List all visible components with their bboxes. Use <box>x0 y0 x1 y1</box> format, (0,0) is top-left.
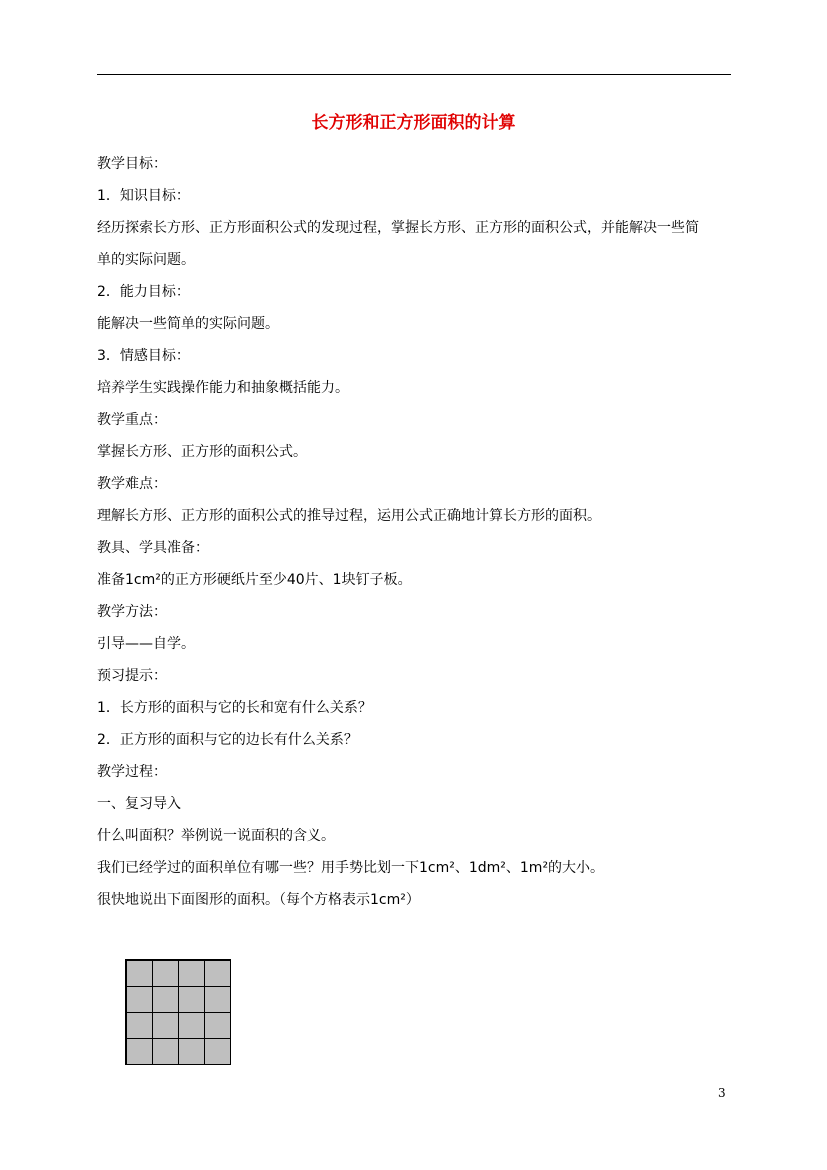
paragraph-line: 3．情感目标： <box>97 348 190 364</box>
paragraph-line: 能解决一些简单的实际问题。 <box>97 316 279 332</box>
paragraph-line: 理解长方形、正方形的面积公式的推导过程，运用公式正确地计算长方形的面积。 <box>97 508 601 524</box>
grid-cell <box>178 1012 205 1039</box>
grid-cell <box>204 1012 231 1039</box>
paragraph-line: 教学方法： <box>97 604 167 620</box>
page-number: 3 <box>718 1086 726 1100</box>
paragraph-line: 经历探索长方形、正方形面积公式的发现过程，掌握长方形、正方形的面积公式，并能解决一些简 <box>97 220 699 236</box>
header-rule <box>97 74 731 75</box>
grid-cell <box>152 960 179 987</box>
grid-cell <box>178 986 205 1013</box>
paragraph-line: 单的实际问题。 <box>97 252 195 268</box>
paragraph-line: 2．能力目标： <box>97 284 190 300</box>
paragraph-line: 什么叫面积？举例说一说面积的含义。 <box>97 828 335 844</box>
grid-cell <box>178 1038 205 1065</box>
paragraph-line: 准备1cm²的正方形硬纸片至少40片、1块钉子板。 <box>97 572 412 588</box>
grid-cell <box>126 1012 153 1039</box>
paragraph-line: 很快地说出下面图形的面积。（每个方格表示1cm²） <box>97 892 420 908</box>
paragraph-line: 掌握长方形、正方形的面积公式。 <box>97 444 307 460</box>
grid-cell <box>204 986 231 1013</box>
paragraph-line: 教学过程： <box>97 764 167 780</box>
document-body <box>97 148 733 916</box>
grid-cell <box>126 960 153 987</box>
grid-cell <box>204 1038 231 1065</box>
paragraph-line: 预习提示： <box>97 668 167 684</box>
grid-cell <box>126 1038 153 1065</box>
paragraph-line: 1．长方形的面积与它的长和宽有什么关系？ <box>97 700 372 716</box>
paragraph-line: 我们已经学过的面积单位有哪一些？用手势比划一下1cm²、1dm²、1m²的大小。 <box>97 860 605 876</box>
paragraph-line: 引导——自学。 <box>97 636 195 652</box>
document-title: 长方形和正方形面积的计算 <box>311 113 516 133</box>
paragraph-line: 教学重点： <box>97 412 167 428</box>
paragraph-line: 1．知识目标： <box>97 188 190 204</box>
square-grid-figure <box>125 959 231 1065</box>
grid-cell <box>126 986 153 1013</box>
grid-cell <box>152 1012 179 1039</box>
paragraph-line: 培养学生实践操作能力和抽象概括能力。 <box>97 380 349 396</box>
grid-cell <box>152 1038 179 1065</box>
paragraph-line: 2．正方形的面积与它的边长有什么关系？ <box>97 732 358 748</box>
paragraph-line: 教学难点： <box>97 476 167 492</box>
grid-cell <box>152 986 179 1013</box>
paragraph-line: 教学目标： <box>97 156 167 172</box>
grid-cell <box>178 960 205 987</box>
paragraph-line: 一、复习导入 <box>97 796 181 812</box>
grid-cell <box>204 960 231 987</box>
paragraph-line: 教具、学具准备： <box>97 540 209 556</box>
